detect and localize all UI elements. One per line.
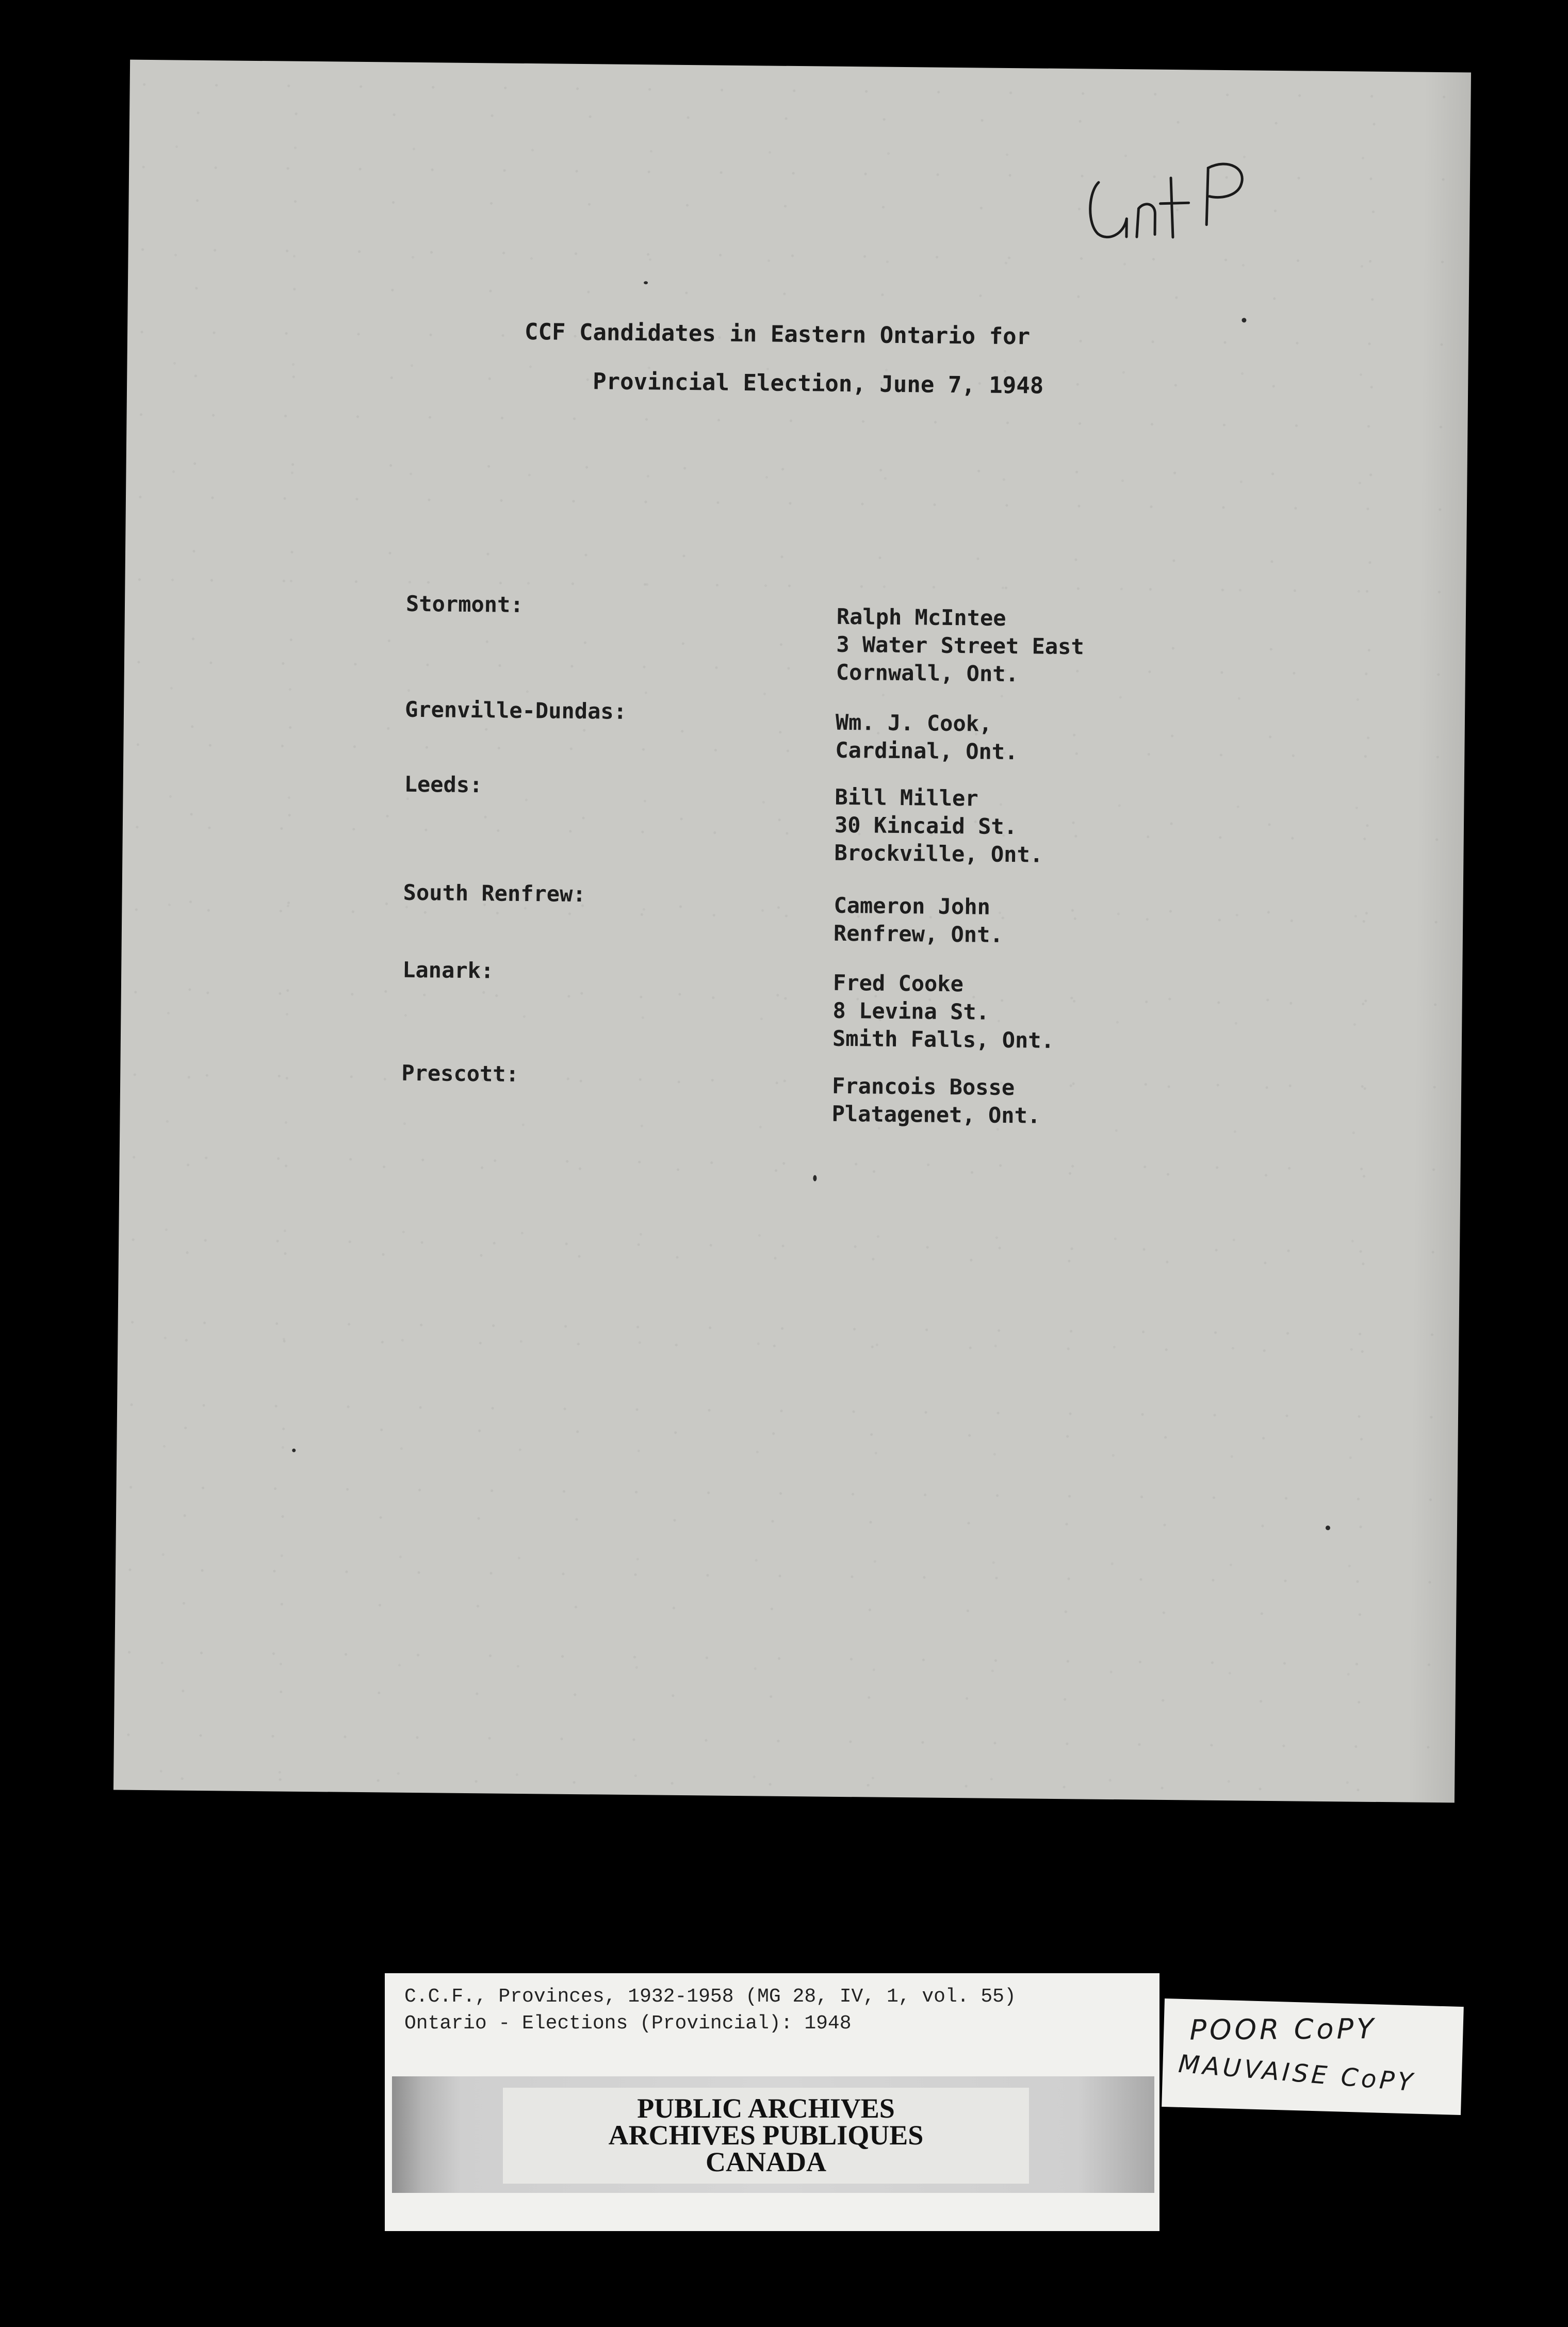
ink-speck <box>1242 318 1246 322</box>
candidate-entry <box>832 969 1055 1055</box>
archive-catalogue-label <box>385 1973 1159 2231</box>
mauvaise-copy-text: MAUVAISE CoPY <box>1177 2049 1417 2097</box>
candidate-name: Cameron John <box>834 892 991 920</box>
riding-name: Prescott: <box>401 1060 519 1087</box>
candidate-town: Renfrew, Ont. <box>833 920 1003 947</box>
stamp-line-2: ARCHIVES PUBLIQUES <box>608 2120 924 2151</box>
riding-name: Lanark: <box>402 957 494 984</box>
riding-name: Leeds: <box>404 771 483 798</box>
ink-speck <box>813 1175 816 1181</box>
candidate-entry <box>835 709 1018 766</box>
stamp-line-3: CANADA <box>706 2146 826 2177</box>
ink-speck <box>292 1449 296 1452</box>
poor-copy-text: POOR CoPY <box>1189 2012 1377 2046</box>
ink-speck <box>644 281 648 284</box>
stamp-line-1: PUBLIC ARCHIVES <box>637 2093 895 2124</box>
candidate-address: 3 Water Street East <box>836 631 1084 660</box>
candidate-town: Brockville, Ont. <box>834 840 1043 867</box>
candidate-town: Cornwall, Ont. <box>836 659 1019 687</box>
riding-name: Grenville-Dundas: <box>404 696 627 724</box>
handwritten-mark <box>1077 146 1264 266</box>
ink-speck <box>1326 1526 1330 1530</box>
candidate-town: Platagenet, Ont. <box>831 1101 1041 1128</box>
riding-name: Stormont: <box>405 591 524 617</box>
candidate-entry <box>834 783 1043 869</box>
candidate-name: Fred Cooke <box>832 970 964 997</box>
candidate-name: Francois Bosse <box>831 1073 1015 1101</box>
poor-copy-tag <box>1162 1998 1464 2115</box>
candidate-town: Smith Falls, Ont. <box>832 1025 1055 1053</box>
riding-name: South Renfrew: <box>403 879 586 907</box>
archive-stamp-band <box>392 2076 1154 2193</box>
citation-line-1: C.C.F., Provinces, 1932-1958 (MG 28, IV, 1, vol. 55) <box>404 1986 1016 2008</box>
candidate-town: Cardinal, Ont. <box>835 737 1018 765</box>
candidate-entry <box>836 603 1085 689</box>
candidate-address: 8 Levina St. <box>832 997 990 1025</box>
candidate-address: 30 Kincaid St. <box>834 812 1018 840</box>
candidate-name: Bill Miller <box>835 784 978 811</box>
archive-stamp <box>503 2088 1029 2184</box>
candidate-name: Ralph McIntee <box>836 603 1006 631</box>
candidate-name: Wm. J. Cook, <box>835 709 992 736</box>
candidate-entry <box>831 1072 1041 1130</box>
document-title-line-2: Provincial Election, June 7, 1948 <box>592 368 1044 399</box>
citation-line-2: Ontario - Elections (Provincial): 1948 <box>404 2012 852 2035</box>
scanned-document-sheet <box>113 60 1471 1803</box>
candidate-entry <box>834 892 1004 949</box>
document-title-line-1: CCF Candidates in Eastern Ontario for <box>524 318 1031 350</box>
